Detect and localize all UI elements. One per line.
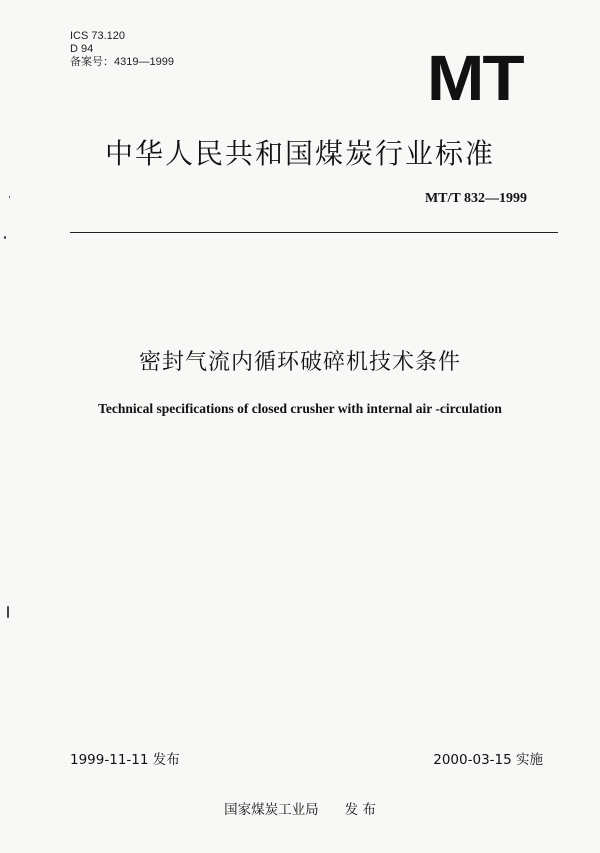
filing-number: 备案号：4319—1999 <box>70 56 174 68</box>
industry-standard-title: 中华人民共和国煤炭行业标准 <box>104 137 495 170</box>
document-title-chinese: 密封气流内循环破碎机技术条件 <box>138 350 461 375</box>
document-title-english: Technical specifications of closed crusher with internal air -circulation <box>98 401 502 416</box>
publish-action: 发 布 <box>344 802 376 818</box>
publisher-name: 国家煤炭工业局 <box>224 802 319 818</box>
scan-speck <box>9 196 10 198</box>
classification-block <box>70 30 174 69</box>
ccs-code: D 94 <box>70 43 94 55</box>
scan-speck <box>4 236 6 239</box>
header-divider <box>70 232 558 233</box>
standard-number: MT/T 832—1999 <box>424 191 527 206</box>
issue-date: 1999-11-11 发布 <box>70 752 180 768</box>
scan-speck <box>7 606 9 618</box>
ics-code: ICS 73.120 <box>70 30 126 42</box>
publisher-line <box>0 798 600 818</box>
implementation-date: 2000-03-15 实施 <box>433 752 543 768</box>
mt-logo: MT <box>426 42 522 114</box>
